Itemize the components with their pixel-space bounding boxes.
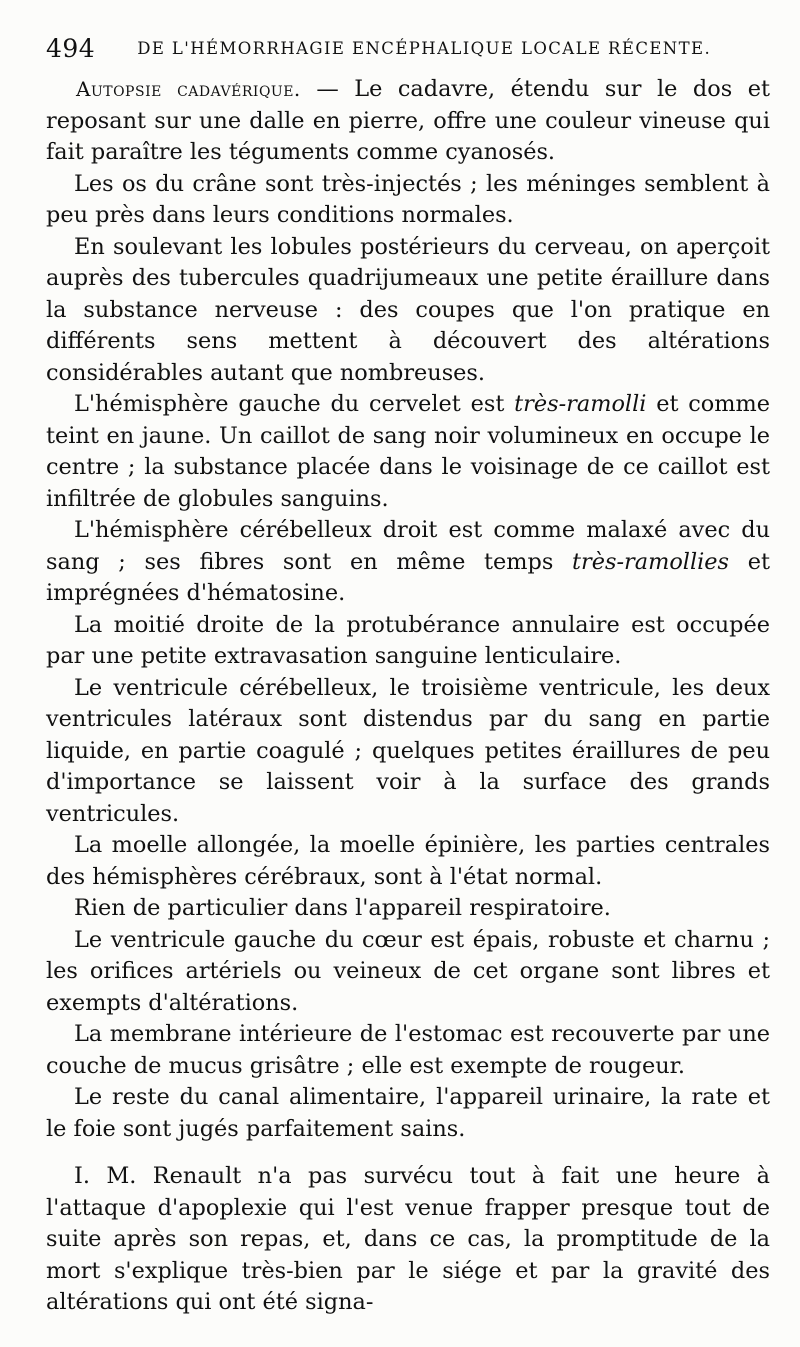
running-head: DE L'HÉMORRHAGIE ENCÉPHALIQUE LOCALE RÉCENTE. bbox=[137, 38, 712, 58]
italic-term: très-ramolli bbox=[514, 391, 647, 417]
page-body bbox=[46, 74, 770, 1319]
page-header bbox=[46, 30, 760, 66]
paragraph-brain-lobules: En soulevant les lobules postérieurs du cerveau, on aperçoit auprès des tubercules quadrijumeaux une petite éraillure dans la substance nerveuse : des coupes que l'on pratique en différents sens mettent à découvert des altérations considérables autant que nombreuses. bbox=[46, 233, 770, 386]
paragraph-alimentary: Le reste du canal alimentaire, l'appareil urinaire, la rate et le foie sont jugés parfaitement sains. bbox=[46, 1084, 770, 1142]
paragraph-text: — Le cadavre, étendu sur le dos et reposant sur une dalle en pierre, offre une couleur vineuse qui fait paraître les téguments comme cyanosés. bbox=[46, 76, 770, 165]
paragraph-left-cerebellum bbox=[46, 389, 770, 515]
paragraph-respiratory: Rien de particulier dans l'appareil respiratoire. bbox=[74, 895, 611, 921]
paragraph-text: L'hémisphère cérébelleux droit est comme malaxé avec du sang ; ses fibres sont en même temps bbox=[46, 517, 770, 575]
paragraph-text: L'hémisphère gauche du cervelet est bbox=[74, 391, 515, 417]
page-number: 494 bbox=[46, 33, 96, 63]
paragraph-text: et imprégnées d'hématosine. bbox=[46, 548, 770, 606]
section-lead: Autopsie cadavérique. bbox=[76, 77, 301, 101]
paragraph-protuberance: La moitié droite de la protubérance annulaire est occupée par une petite extravasation sanguine lenticulaire. bbox=[46, 611, 770, 669]
paragraph-right-cerebellum bbox=[46, 515, 770, 610]
paragraph-skull: Les os du crâne sont très-injectés ; les méninges semblent à peu près dans leurs conditions normales. bbox=[46, 170, 770, 228]
paragraph-heart: Le ventricule gauche du cœur est épais, robuste et charnu ; les orifices artériels ou veineux de cet organe sont libres et exempts d'altérations. bbox=[46, 926, 770, 1016]
paragraph-observation-i: I. M. Renault n'a pas survécu tout à fait une heure à l'attaque d'apoplexie qui l'est venue frapper presque tout de suite après son repas, et, dans ce cas, la promptitude de la mort s'explique très-bien par le siége et par la gravité des altérations qui ont été signa- bbox=[46, 1163, 770, 1315]
paragraph-text: et comme teint en jaune. Un caillot de sang noir volumineux en occupe le centre ; la substance placée dans le voisinage de ce caillot est infiltrée de globules sanguins. bbox=[46, 391, 771, 512]
paragraph-stomach: La membrane intérieure de l'estomac est recouverte par une couche de mucus grisâtre ; elle est exempte de rougeur. bbox=[46, 1021, 770, 1079]
paragraph-medulla: La moelle allongée, la moelle épinière, les parties centrales des hémisphères cérébraux, sont à l'état normal. bbox=[46, 832, 770, 890]
paragraph-autopsy bbox=[46, 74, 770, 169]
paragraph-ventricles: Le ventricule cérébelleux, le troisième ventricule, les deux ventricules latéraux sont distendus par du sang en partie liquide, en partie coagulé ; quelques petites éraillures de peu d'importance se laissent voir à la surface des grands ventricules. bbox=[46, 674, 770, 827]
italic-term: très-ramollies bbox=[572, 548, 730, 575]
